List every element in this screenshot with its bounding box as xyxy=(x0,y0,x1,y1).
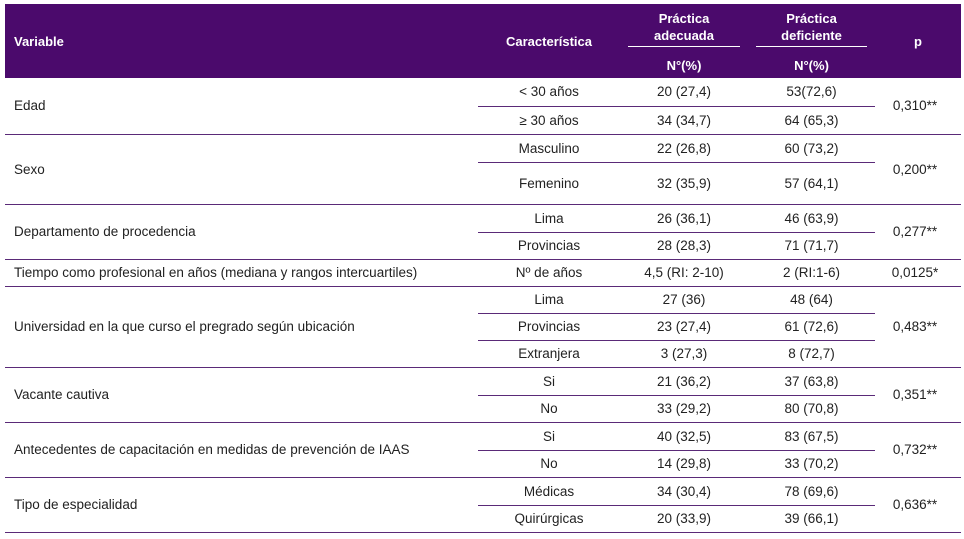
variable-cell: Edad xyxy=(5,78,478,134)
header-practica-deficiente xyxy=(748,4,875,52)
caracteristica-cell: Provincias xyxy=(478,232,620,259)
p-value-cell: 0,483** xyxy=(875,286,961,367)
variable-cell: Departamento de procedencia xyxy=(5,204,478,259)
practica-adecuada-cell: 22 (26,8) xyxy=(620,134,748,162)
practica-adecuada-cell: 26 (36,1) xyxy=(620,204,748,232)
practica-deficiente-cell: 8 (72,7) xyxy=(748,340,875,367)
practica-adecuada-cell: 28 (28,3) xyxy=(620,232,748,259)
caracteristica-cell: Lima xyxy=(478,204,620,232)
caracteristica-cell: No xyxy=(478,395,620,422)
table-row xyxy=(5,367,961,395)
variable-cell: Sexo xyxy=(5,134,478,204)
practica-deficiente-cell: 48 (64) xyxy=(748,286,875,313)
table-row xyxy=(5,477,961,505)
practica-adecuada-cell: 27 (36) xyxy=(620,286,748,313)
variable-cell: Antecedentes de capacitación en medidas de prevención de IAAS xyxy=(5,422,478,477)
p-value-cell: 0,351** xyxy=(875,367,961,422)
results-table xyxy=(5,4,961,533)
caracteristica-cell: No xyxy=(478,450,620,477)
header-practica-adecuada xyxy=(620,4,748,52)
practica-deficiente-cell: 46 (63,9) xyxy=(748,204,875,232)
practica-deficiente-cell: 71 (71,7) xyxy=(748,232,875,259)
practica-deficiente-cell: 33 (70,2) xyxy=(748,450,875,477)
practica-deficiente-cell: 39 (66,1) xyxy=(748,505,875,532)
header-p: p xyxy=(875,4,961,78)
header-practica-deficiente-label: Práctica deficiente xyxy=(748,10,875,47)
practica-adecuada-cell: 34 (34,7) xyxy=(620,106,748,134)
practica-adecuada-cell: 32 (35,9) xyxy=(620,162,748,204)
practica-deficiente-cell: 2 (RI:1-6) xyxy=(748,259,875,286)
practica-adecuada-cell: 20 (33,9) xyxy=(620,505,748,532)
p-value-cell: 0,636** xyxy=(875,477,961,532)
practica-adecuada-cell: 21 (36,2) xyxy=(620,367,748,395)
practica-adecuada-cell: 3 (27,3) xyxy=(620,340,748,367)
practica-adecuada-cell: 34 (30,4) xyxy=(620,477,748,505)
p-value-cell: 0,277** xyxy=(875,204,961,259)
practica-deficiente-cell: 53(72,6) xyxy=(748,78,875,106)
table-row xyxy=(5,134,961,162)
p-value-cell: 0,0125* xyxy=(875,259,961,286)
table-row xyxy=(5,204,961,232)
practica-adecuada-cell: 4,5 (RI: 2-10) xyxy=(620,259,748,286)
practica-adecuada-cell: 40 (32,5) xyxy=(620,422,748,450)
caracteristica-cell: Si xyxy=(478,367,620,395)
practica-deficiente-cell: 78 (69,6) xyxy=(748,477,875,505)
header-n-pct-deficiente: N°(%) xyxy=(748,52,875,78)
table-row xyxy=(5,259,961,286)
table-row xyxy=(5,78,961,106)
practica-deficiente-cell: 57 (64,1) xyxy=(748,162,875,204)
table-row xyxy=(5,286,961,313)
practica-deficiente-cell: 80 (70,8) xyxy=(748,395,875,422)
caracteristica-cell: Provincias xyxy=(478,313,620,340)
caracteristica-cell: Femenino xyxy=(478,162,620,204)
caracteristica-cell: Extranjera xyxy=(478,340,620,367)
p-value-cell: 0,732** xyxy=(875,422,961,477)
caracteristica-cell: Quirúrgicas xyxy=(478,505,620,532)
variable-cell: Tipo de especialidad xyxy=(5,477,478,532)
practica-deficiente-cell: 37 (63,8) xyxy=(748,367,875,395)
caracteristica-cell: < 30 años xyxy=(478,78,620,106)
caracteristica-cell: Médicas xyxy=(478,477,620,505)
caracteristica-cell: ≥ 30 años xyxy=(478,106,620,134)
caracteristica-cell: Si xyxy=(478,422,620,450)
practica-adecuada-cell: 23 (27,4) xyxy=(620,313,748,340)
header-caracteristica: Característica xyxy=(478,4,620,78)
table-body xyxy=(5,78,961,532)
table-row xyxy=(5,422,961,450)
p-value-cell: 0,310** xyxy=(875,78,961,134)
header-n-pct-adecuada: N°(%) xyxy=(620,52,748,78)
caracteristica-cell: Nº de años xyxy=(478,259,620,286)
caracteristica-cell: Lima xyxy=(478,286,620,313)
header-practica-adecuada-label: Práctica adecuada xyxy=(620,10,748,47)
variable-cell: Universidad en la que curso el pregrado según ubicación xyxy=(5,286,478,367)
practica-deficiente-cell: 60 (73,2) xyxy=(748,134,875,162)
table-header xyxy=(5,4,961,78)
p-value-cell: 0,200** xyxy=(875,134,961,204)
practica-deficiente-cell: 83 (67,5) xyxy=(748,422,875,450)
variable-cell: Tiempo como profesional en años (mediana y rangos intercuartiles) xyxy=(5,259,478,286)
variable-cell: Vacante cautiva xyxy=(5,367,478,422)
practica-deficiente-cell: 64 (65,3) xyxy=(748,106,875,134)
practica-adecuada-cell: 14 (29,8) xyxy=(620,450,748,477)
practica-adecuada-cell: 33 (29,2) xyxy=(620,395,748,422)
practica-adecuada-cell: 20 (27,4) xyxy=(620,78,748,106)
header-variable: Variable xyxy=(5,4,478,78)
practica-deficiente-cell: 61 (72,6) xyxy=(748,313,875,340)
caracteristica-cell: Masculino xyxy=(478,134,620,162)
